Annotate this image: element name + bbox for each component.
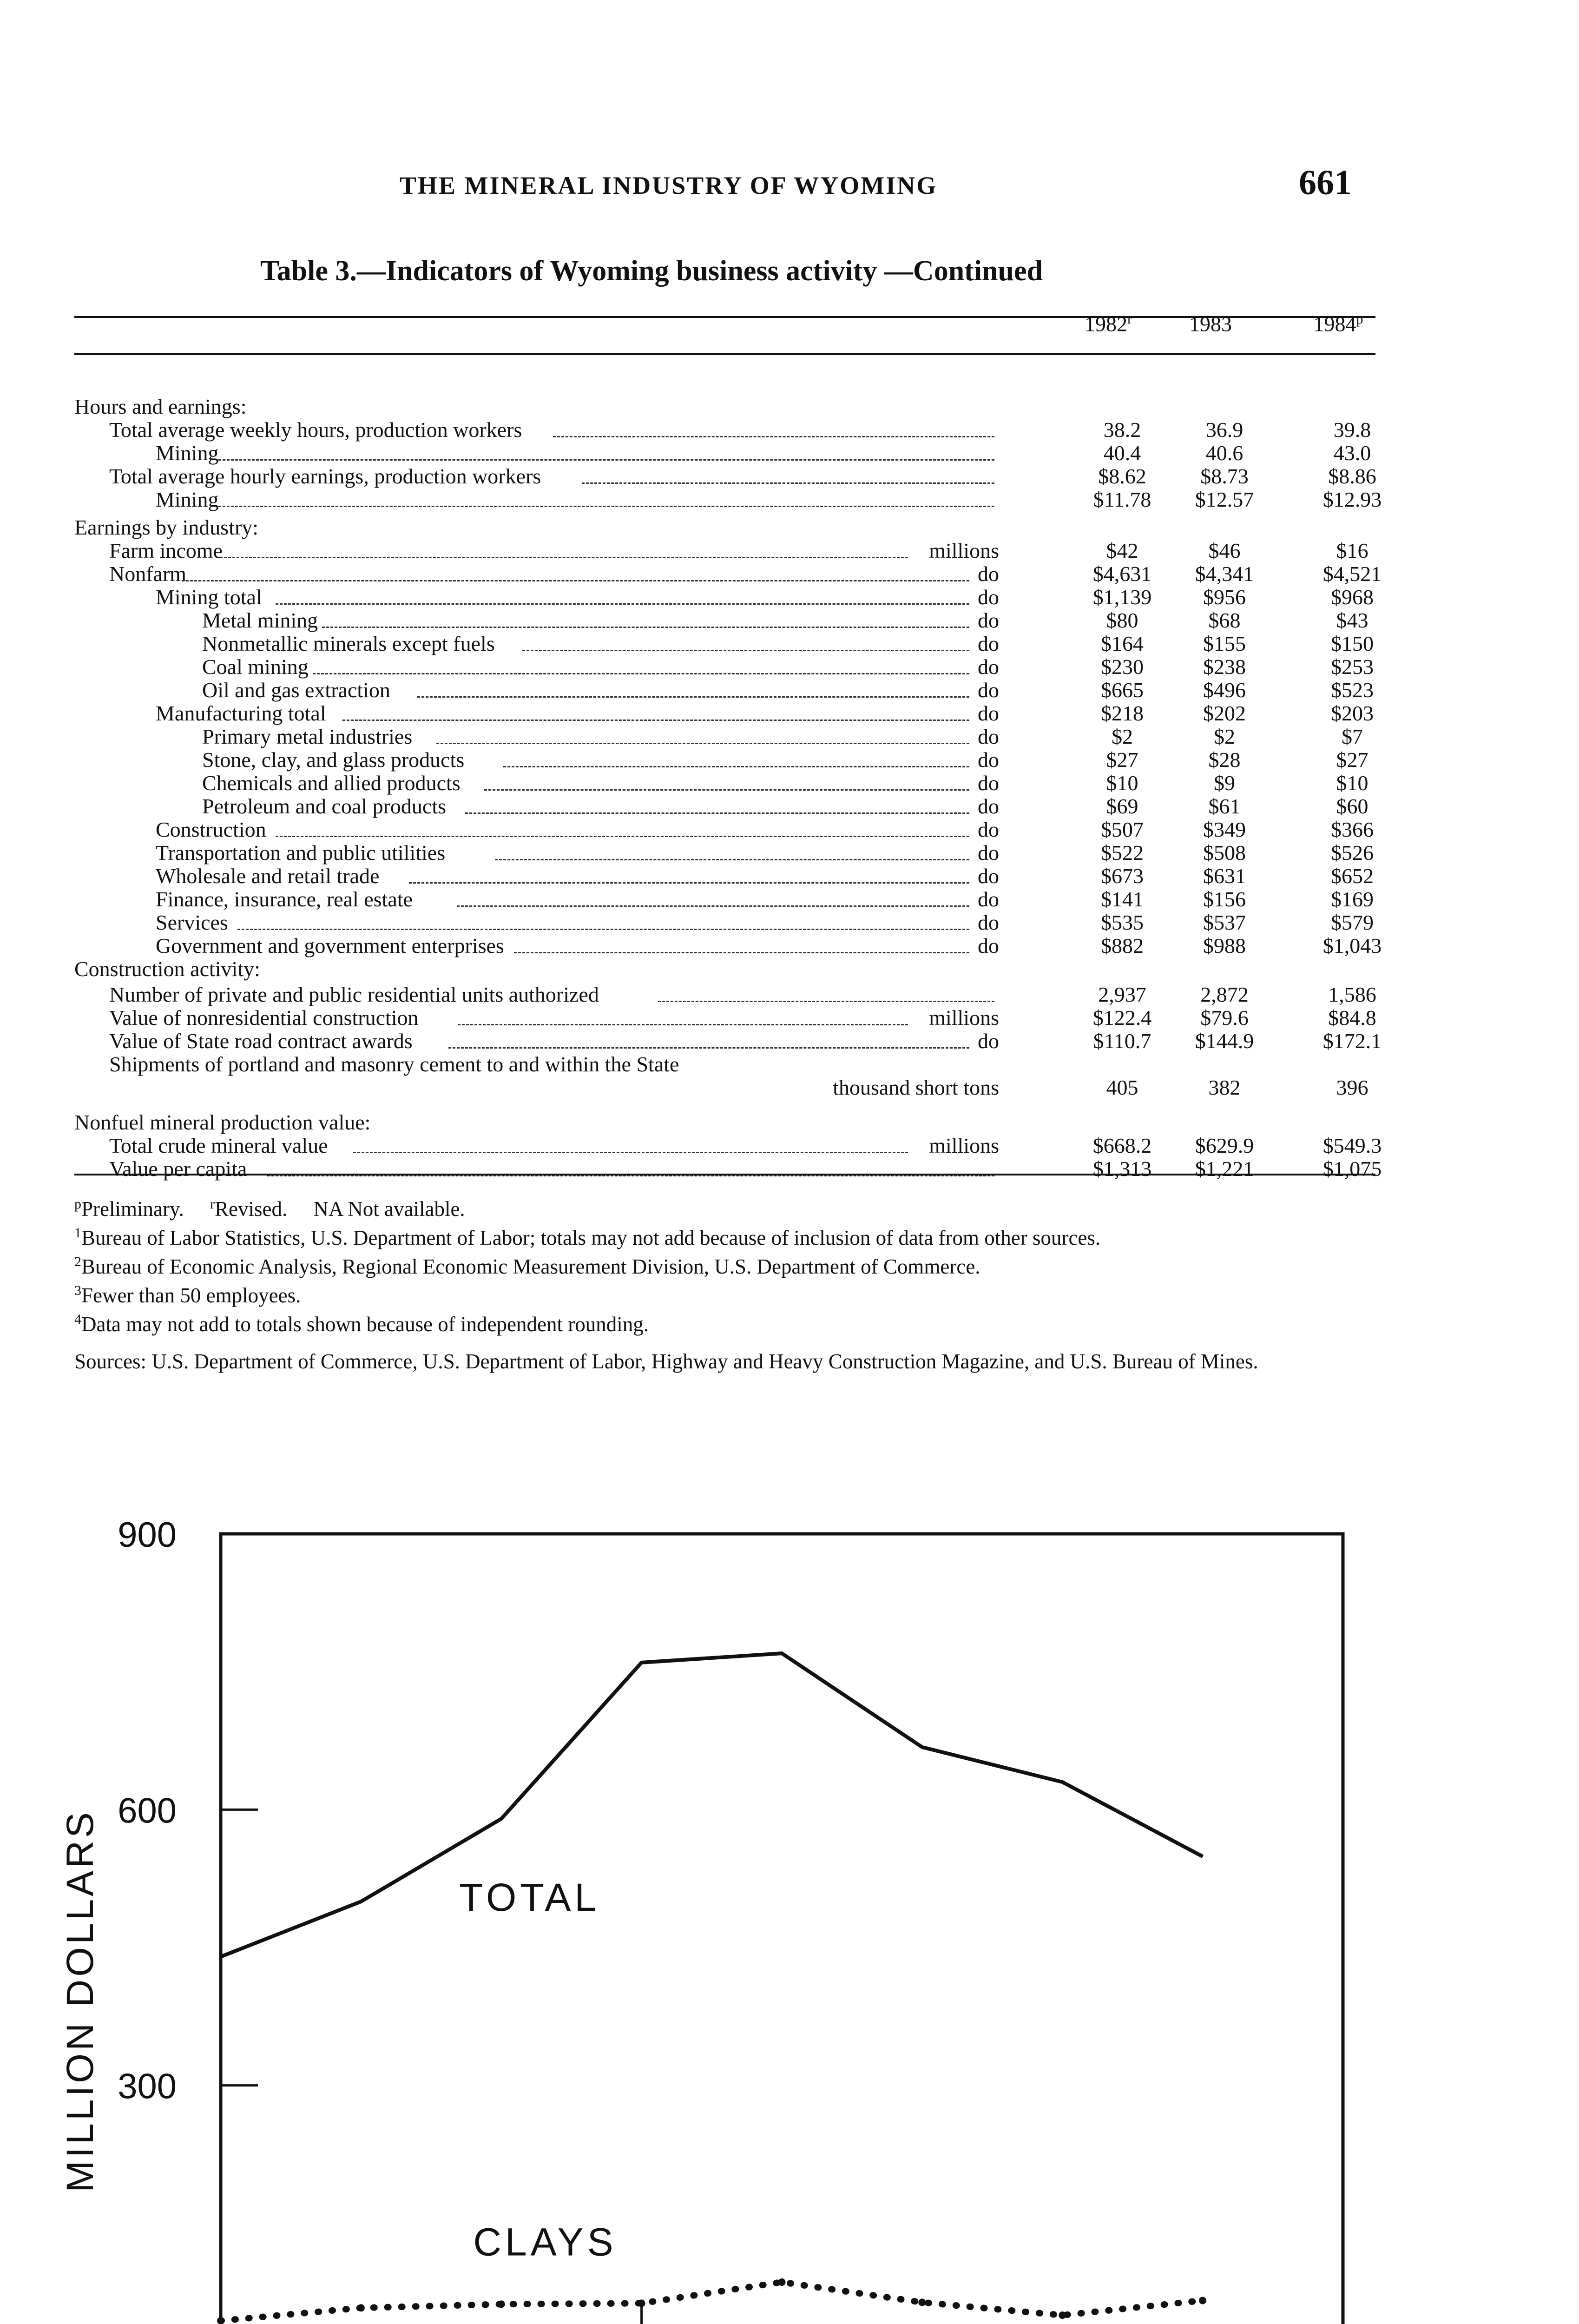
row-unit: do — [978, 841, 999, 865]
dot-leader — [522, 650, 970, 651]
row-label: Chemicals and allied products — [202, 771, 461, 795]
footnote-4: $^4$Data may not add to totals shown because of independent rounding. — [74, 1312, 649, 1336]
table-row — [0, 562, 1579, 586]
row-unit: do — [978, 725, 999, 748]
dot-leader — [276, 603, 969, 605]
table-row — [0, 1157, 1579, 1181]
row-unit: do — [978, 911, 999, 934]
row-label: Construction — [156, 818, 266, 841]
table-cell: $956 — [1203, 585, 1246, 609]
table-row — [0, 679, 1579, 702]
table-cell: $8.62 — [1098, 464, 1146, 488]
footnote-2: $^2$Bureau of Economic Analysis, Regional Economic Measurement Division, U.S. Department of Commerce. — [74, 1254, 980, 1278]
table-row — [0, 702, 1579, 725]
row-unit: do — [978, 655, 999, 679]
row-unit: do — [978, 771, 999, 795]
sources-note: Sources: U.S. Department of Commerce, U.S. Department of Labor, Highway and Heavy Construction Magazine, and U.S. Bureau of Mines. — [74, 1350, 1258, 1373]
table-cell: $968 — [1331, 585, 1374, 609]
row-label: Total average weekly hours, production workers — [109, 418, 522, 442]
row-label: Hours and earnings: — [74, 395, 247, 418]
series-clays-point — [1059, 2311, 1066, 2319]
dot-leader — [237, 929, 969, 930]
series-total-point — [220, 1956, 221, 1957]
table-row — [0, 1053, 1579, 1076]
table-cell: 2,937 — [1098, 983, 1146, 1006]
table-row — [0, 516, 1579, 539]
table-row — [0, 442, 1579, 465]
table-row — [0, 1076, 1579, 1099]
table-row — [0, 488, 1579, 511]
table-cell: $60 — [1336, 794, 1368, 818]
table-cell: 39.8 — [1333, 418, 1371, 442]
row-unit: do — [978, 608, 999, 632]
series-total-point — [641, 1662, 642, 1663]
dot-leader — [458, 1024, 908, 1025]
series-total-point — [501, 1818, 502, 1819]
row-label: Primary metal industries — [202, 725, 413, 748]
footnotes — [74, 1192, 1375, 1373]
table-cell: 2,872 — [1200, 983, 1249, 1006]
row-label: Oil and gas extraction — [202, 678, 390, 702]
table-cell: $141 — [1101, 887, 1144, 911]
table-cell: $43 — [1336, 608, 1368, 632]
table-cell: $988 — [1203, 934, 1246, 957]
row-label: Earnings by industry: — [74, 515, 259, 539]
table-cell: $579 — [1331, 911, 1374, 934]
table-cell: $12.57 — [1195, 488, 1254, 511]
row-label: Farm income — [109, 539, 223, 562]
series-clays-point — [498, 2300, 505, 2308]
row-unit: do — [978, 678, 999, 702]
row-label: Coal mining — [202, 655, 309, 679]
table-cell: $169 — [1331, 887, 1374, 911]
dot-leader — [322, 627, 969, 628]
series-total-label: TOTAL — [459, 1875, 600, 1919]
row-label: Nonfuel mineral production value: — [74, 1110, 371, 1134]
dot-leader — [495, 859, 970, 860]
table-cell: $1,043 — [1322, 934, 1382, 957]
table-cell: $42 — [1106, 539, 1138, 562]
table-cell: 405 — [1106, 1076, 1138, 1099]
series-total-point — [361, 1901, 362, 1902]
row-unit: millions — [929, 1006, 999, 1030]
row-label: Value per capita — [109, 1157, 247, 1181]
row-unit: do — [978, 701, 999, 725]
table-cell: $2 — [1214, 725, 1235, 748]
table-cell: 43.0 — [1333, 441, 1371, 465]
table-row — [0, 725, 1579, 748]
table-cell: 40.4 — [1103, 441, 1141, 465]
series-total-point — [1062, 1782, 1063, 1783]
table-row — [0, 888, 1579, 911]
table-cell: 382 — [1208, 1076, 1241, 1099]
dot-leader — [182, 580, 970, 581]
table-cell: $27 — [1336, 748, 1368, 772]
row-label: Metal mining — [202, 608, 318, 632]
table-cell: $61 — [1208, 794, 1241, 818]
table-cell: $9 — [1214, 771, 1235, 795]
table-cell: $156 — [1203, 887, 1246, 911]
table-cell: $69 — [1106, 794, 1138, 818]
table-cell: $1,139 — [1092, 585, 1152, 609]
table-cell: $665 — [1101, 678, 1144, 702]
table-cell: $150 — [1331, 632, 1374, 655]
row-unit: do — [978, 864, 999, 888]
table-row — [0, 655, 1579, 679]
row-label: Government and government enterprises — [156, 934, 504, 957]
series-total-point — [1202, 1856, 1203, 1857]
series-clays-line — [221, 2282, 1203, 2321]
dot-leader — [417, 696, 969, 698]
dot-leader — [514, 952, 970, 953]
table-cell: $8.73 — [1200, 464, 1249, 488]
row-label: Nonfarm — [109, 562, 187, 586]
row-unit: do — [978, 562, 999, 586]
row-unit: do — [978, 585, 999, 609]
row-unit: millions — [929, 1134, 999, 1157]
table-bottom-rule — [74, 1174, 1375, 1175]
footnote-1: $^1$Bureau of Labor Statistics, U.S. Department of Labor; totals may not add because of inclusion of data from other sources. — [74, 1225, 1101, 1249]
table-cell: 396 — [1336, 1076, 1368, 1099]
table-cell: $203 — [1331, 701, 1374, 725]
dot-leader — [353, 1152, 908, 1153]
column-header-1982: 1982$^r$ — [1085, 311, 1132, 336]
table-row — [0, 818, 1579, 841]
row-label: Total crude mineral value — [109, 1134, 328, 1157]
row-label: Number of private and public residential units authorized — [109, 983, 599, 1006]
column-header-1983: 1983 — [1189, 312, 1232, 336]
row-label: Wholesale and retail trade — [156, 864, 380, 888]
table-cell: $253 — [1331, 655, 1374, 679]
table-cell: $523 — [1331, 678, 1374, 702]
table-cell: 38.2 — [1103, 418, 1141, 442]
y-tick-label: 300 — [118, 2067, 177, 2106]
dot-leader — [220, 557, 908, 558]
table-cell: $507 — [1101, 818, 1144, 841]
row-unit: do — [978, 887, 999, 911]
row-unit: do — [978, 1029, 999, 1053]
y-axis-title: MILLION DOLLARS — [59, 1809, 101, 2192]
table-header-rule — [74, 353, 1375, 355]
table-cell: $28 — [1208, 748, 1241, 772]
table-cell: $144.9 — [1195, 1029, 1254, 1053]
series-clays-point — [357, 2304, 365, 2311]
table-cell: 1,586 — [1328, 983, 1376, 1006]
table-cell: $535 — [1101, 911, 1144, 934]
table-row — [0, 748, 1579, 772]
dot-leader — [484, 789, 970, 791]
table-cell: $202 — [1203, 701, 1246, 725]
table-cell: $8.86 — [1328, 464, 1376, 488]
row-unit: do — [978, 632, 999, 655]
row-unit: do — [978, 934, 999, 957]
table-row — [0, 795, 1579, 818]
table-row — [0, 865, 1579, 888]
table-cell: $172.1 — [1322, 1029, 1382, 1053]
row-label: Petroleum and coal products — [202, 794, 447, 818]
table-row — [0, 395, 1579, 418]
row-unit: thousand short tons — [833, 1076, 999, 1099]
row-label: Shipments of portland and masonry cement to and within the State — [109, 1052, 679, 1076]
table-cell: $549.3 — [1322, 1134, 1382, 1157]
row-label: Value of nonresidential construction — [109, 1006, 419, 1030]
table-cell: $122.4 — [1092, 1006, 1152, 1030]
dot-leader — [276, 836, 969, 837]
chart-axes — [118, 1515, 1382, 2324]
series-clays-point — [778, 2278, 786, 2286]
table-row — [0, 1111, 1579, 1134]
table-cell: $218 — [1101, 701, 1144, 725]
dot-leader — [582, 482, 995, 484]
table-cell: 36.9 — [1205, 418, 1243, 442]
table-cell: $110.7 — [1093, 1029, 1151, 1053]
row-label: Mining — [156, 488, 219, 511]
table-cell: $349 — [1203, 818, 1246, 841]
table-cell: $238 — [1203, 655, 1246, 679]
table-cell: $7 — [1342, 725, 1363, 748]
table-cell: $84.8 — [1328, 1006, 1376, 1030]
series-clays-label: CLAYS — [473, 2220, 617, 2264]
table-row — [0, 586, 1579, 609]
table-cell: $80 — [1106, 608, 1138, 632]
row-unit: millions — [929, 539, 999, 562]
series-total-line — [221, 1653, 1203, 1957]
table-row — [0, 632, 1579, 655]
row-label: Construction activity: — [74, 957, 260, 981]
dot-leader — [448, 1047, 970, 1049]
row-label: Nonmetallic minerals except fuels — [202, 632, 495, 655]
row-unit: do — [978, 748, 999, 772]
table-cell: $10 — [1336, 771, 1368, 795]
running-head: THE MINERAL INDUSTRY OF WYOMING — [400, 172, 938, 199]
dot-leader — [342, 720, 970, 721]
table-row — [0, 934, 1579, 957]
table-cell: $629.9 — [1195, 1134, 1254, 1157]
footnote-3: $^3$Fewer than 50 employees. — [74, 1283, 301, 1307]
dot-leader — [658, 1001, 995, 1002]
row-label: Finance, insurance, real estate — [156, 887, 413, 911]
row-unit: do — [978, 794, 999, 818]
table-row — [0, 1030, 1579, 1053]
table-row — [0, 609, 1579, 632]
table-cell: $155 — [1203, 632, 1246, 655]
table-cell: $522 — [1101, 841, 1144, 865]
table-cell: $1,221 — [1195, 1157, 1254, 1181]
table-cell: $652 — [1331, 864, 1374, 888]
table-cell: $68 — [1208, 608, 1241, 632]
row-label: Manufacturing total — [156, 701, 326, 725]
column-header-1984: 1984$^p$ — [1313, 311, 1363, 336]
table-row — [0, 911, 1579, 934]
figure-1-chart — [0, 1497, 1579, 2324]
table-cell: $230 — [1101, 655, 1144, 679]
table-row — [0, 465, 1579, 488]
table-row — [0, 957, 1579, 981]
y-tick-label: 900 — [118, 1515, 177, 1555]
chart-series — [217, 1653, 1206, 2324]
table-row — [0, 1006, 1579, 1030]
dot-leader — [218, 459, 994, 461]
table-cell: $882 — [1101, 934, 1144, 957]
table-cell: $46 — [1208, 539, 1241, 562]
table-cell: $11.78 — [1093, 488, 1151, 511]
row-unit: do — [978, 818, 999, 841]
row-label: Total average hourly earnings, production workers — [109, 464, 541, 488]
table-cell: $27 — [1106, 748, 1138, 772]
row-label: Services — [156, 911, 228, 934]
dot-leader — [465, 812, 970, 814]
table-cell: $2 — [1112, 725, 1133, 748]
table-cell: $673 — [1101, 864, 1144, 888]
table-cell: $1,075 — [1322, 1157, 1382, 1181]
table-cell: $366 — [1331, 818, 1374, 841]
table-cell: $79.6 — [1200, 1006, 1249, 1030]
table-row — [0, 772, 1579, 795]
table-row — [0, 841, 1579, 865]
dot-leader — [218, 506, 994, 507]
table-cell: $508 — [1203, 841, 1246, 865]
series-clays-point — [918, 2298, 926, 2306]
row-label: Mining total — [156, 585, 262, 609]
dot-leader — [457, 905, 970, 907]
table-cell: $16 — [1336, 539, 1368, 562]
row-label: Mining — [156, 441, 219, 465]
table-cell: $10 — [1106, 771, 1138, 795]
table-cell: $631 — [1203, 864, 1246, 888]
dot-leader — [436, 743, 969, 744]
table-row — [0, 1134, 1579, 1157]
page-number: 661 — [1299, 163, 1352, 202]
row-label: Value of State road contract awards — [109, 1029, 413, 1053]
series-clays-point — [638, 2299, 645, 2307]
row-label: Stone, clay, and glass products — [202, 748, 465, 772]
y-tick-label: 600 — [118, 1791, 177, 1831]
table-row — [0, 418, 1579, 442]
dot-leader — [313, 673, 970, 674]
table-cell: $164 — [1101, 632, 1144, 655]
table-cell: $526 — [1331, 841, 1374, 865]
table-cell: $4,631 — [1092, 562, 1152, 586]
row-label: Transportation and public utilities — [156, 841, 446, 865]
table-row — [0, 539, 1579, 562]
dot-leader — [553, 436, 994, 437]
series-total-point — [782, 1653, 783, 1654]
table-cell: $4,341 — [1195, 562, 1254, 586]
table-cell: $12.93 — [1322, 488, 1382, 511]
series-total-point — [921, 1747, 922, 1748]
table-cell: $668.2 — [1092, 1134, 1152, 1157]
dot-leader — [409, 882, 969, 884]
table-title: Table 3.—Indicators of Wyoming business activity —Continued — [260, 255, 1043, 287]
table-cell: $537 — [1203, 911, 1246, 934]
table-cell: 40.6 — [1205, 441, 1243, 465]
table-cell: $4,521 — [1322, 562, 1382, 586]
footnote-line-1: $^p$Preliminary. $^r$Revised. NA Not available. — [74, 1196, 465, 1221]
table-cell: $496 — [1203, 678, 1246, 702]
series-clays-point — [1199, 2297, 1206, 2304]
table-row — [0, 983, 1579, 1006]
table-cell: $1,313 — [1092, 1157, 1152, 1181]
dot-leader — [503, 766, 970, 767]
